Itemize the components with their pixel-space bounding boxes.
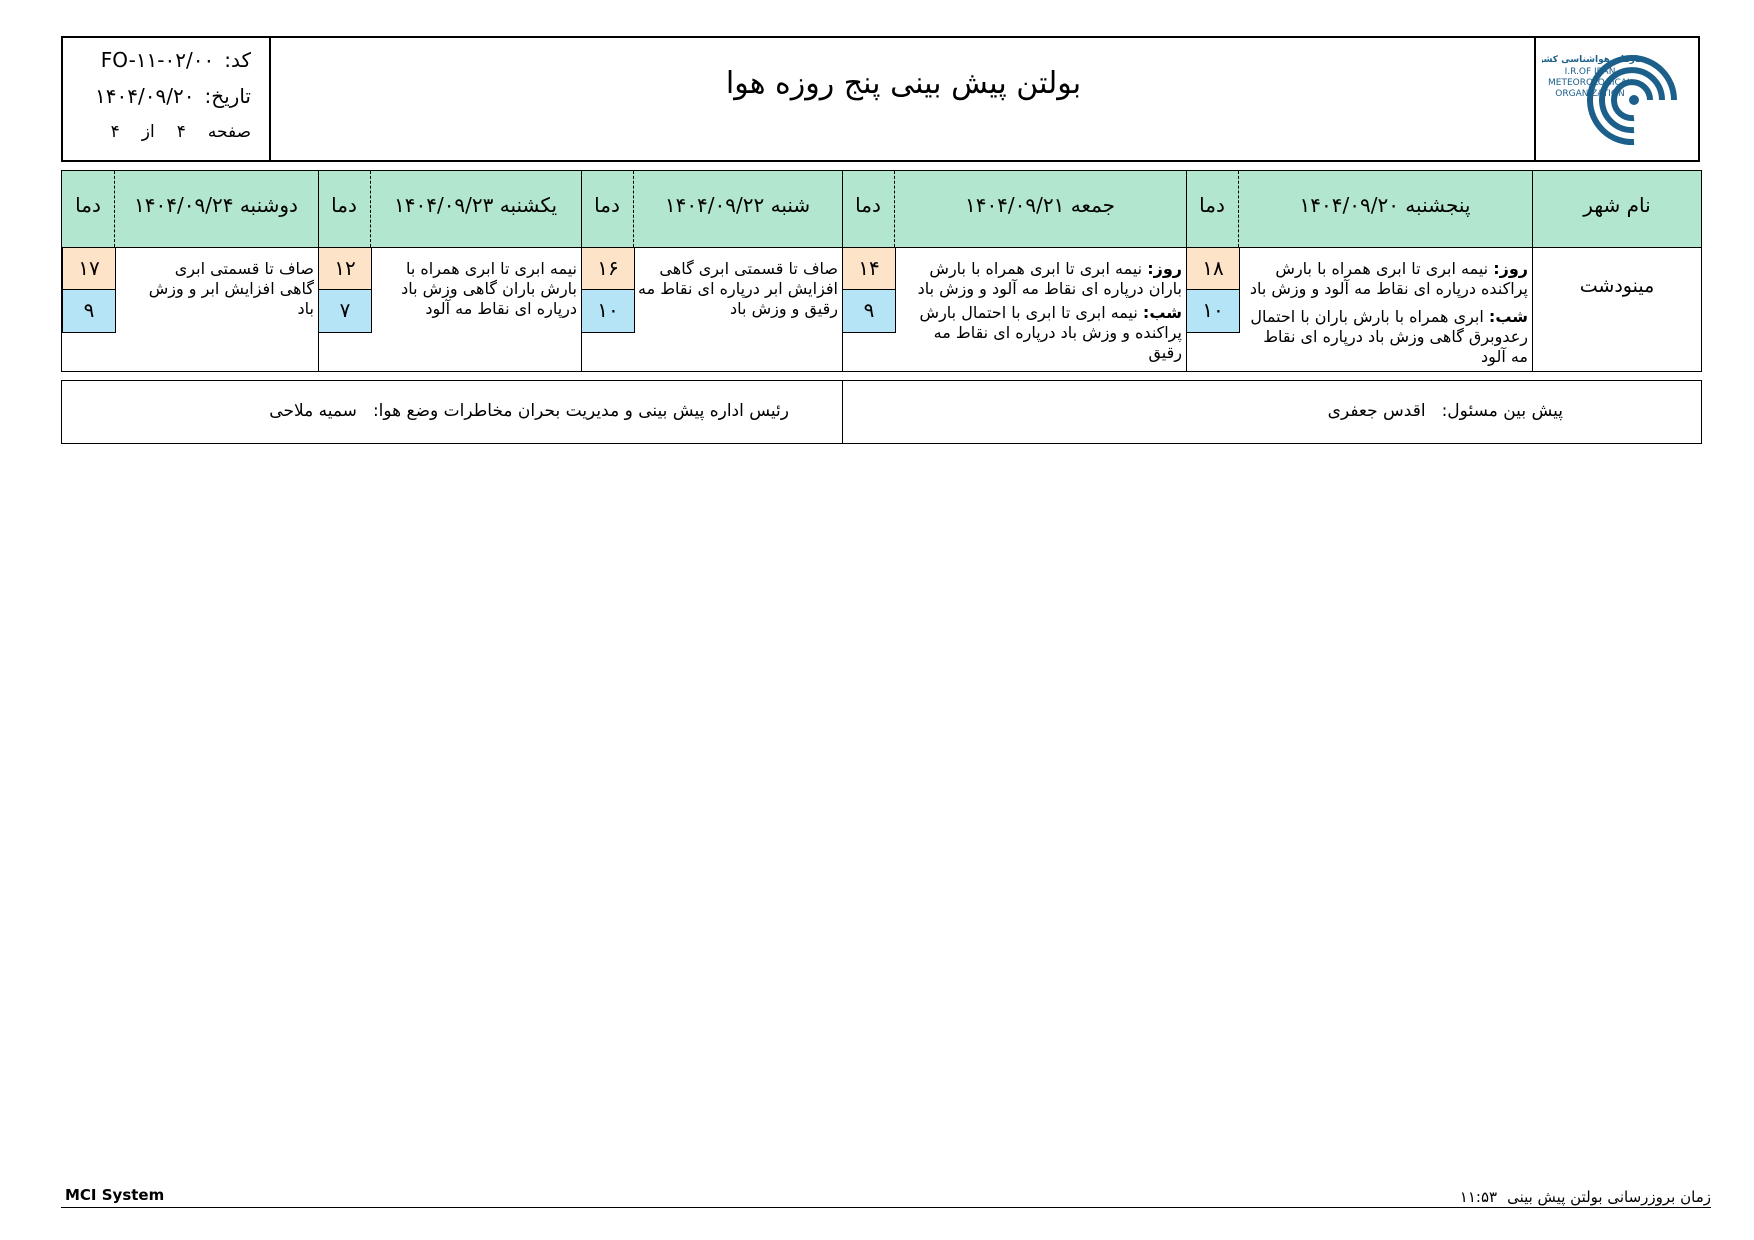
code-value: FO-۱۱-۰۲/۰۰ <box>100 48 215 72</box>
page-label: صفحه <box>207 122 251 142</box>
night-label: شب: <box>1142 303 1182 322</box>
header-divider <box>1534 38 1536 160</box>
forecaster-name: اقدس جعفری <box>1327 401 1426 421</box>
page-row <box>71 122 251 142</box>
code-row <box>71 48 251 72</box>
update-time: ۱۱:۵۳ <box>1459 1188 1498 1206</box>
date-label: تاریخ: <box>204 84 251 108</box>
page-total: ۴ <box>110 122 120 142</box>
forecaster-label: پیش بین مسئول: <box>1441 401 1563 421</box>
max-temp: ۱۷ <box>62 247 116 291</box>
date-row <box>71 84 251 108</box>
header-divider <box>269 38 271 160</box>
min-temp: ۷ <box>318 289 372 333</box>
logo-org-en-2: METEOROLOGICAL <box>1548 78 1632 88</box>
head-label: رئیس اداره پیش بینی و مدیریت بحران مخاطرات وضع هوا: <box>372 401 789 421</box>
city-header: نام شهر <box>1583 193 1651 217</box>
day-header: دوشنبه ۱۴۰۴/۰۹/۲۴ <box>134 193 298 217</box>
head-name: سمیه ملاحی <box>269 401 357 421</box>
temp-header: دما <box>855 193 881 217</box>
day-forecast-text: نیمه ابری تا ابری همراه با بارش پراکنده درپاره ای نقاط مه آلود و وزش باد <box>1249 259 1528 298</box>
night-label: شب: <box>1488 307 1528 326</box>
max-temp: ۱۴ <box>842 247 896 291</box>
page-of: از <box>141 122 155 142</box>
city-name: مینودشت <box>1579 275 1655 297</box>
min-temp: ۹ <box>842 289 896 333</box>
max-temp: ۱۸ <box>1186 247 1240 291</box>
min-temp: ۱۰ <box>581 289 635 333</box>
day-header: شنبه ۱۴۰۴/۰۹/۲۲ <box>664 193 811 217</box>
forecast-day-description <box>1242 259 1528 299</box>
signature-divider <box>842 381 843 443</box>
page-title: بولتن پیش بینی پنج روزه هوا <box>725 66 1082 101</box>
footer-divider <box>61 1207 1711 1208</box>
page-current: ۴ <box>176 122 186 142</box>
signature-box <box>61 380 1702 444</box>
night-forecast-text: ابری همراه با بارش باران با احتمال رعدوبرق گاهی وزش باد درپاره ای نقاط مه آلود <box>1250 307 1528 366</box>
forecast-day-description <box>898 259 1182 299</box>
forecast-night-description <box>1242 307 1528 367</box>
logo-org-fa: سازمان هواشناسی کشور <box>1542 55 1648 65</box>
code-label: کد: <box>224 48 251 72</box>
forecast-description: صاف تا قسمتی ابری گاهی افزایش ابر و وزش باد <box>148 259 314 318</box>
meteorological-spiral-logo-icon <box>1542 44 1692 156</box>
system-name: MCI System <box>65 1186 165 1204</box>
max-temp: ۱۶ <box>581 247 635 291</box>
forecast-description: صاف تا قسمتی ابری گاهی افزایش ابر درپاره ای نقاط مه رقیق و وزش باد <box>638 259 838 318</box>
min-temp: ۱۰ <box>1186 289 1240 333</box>
forecast-night-description <box>898 303 1182 363</box>
day-header: جمعه ۱۴۰۴/۰۹/۲۱ <box>964 193 1116 217</box>
organization-logo <box>1542 44 1692 156</box>
night-forecast-text: نیمه ابری تا ابری با احتمال بارش پراکنده و وزش باد درپاره ای نقاط مه رقیق <box>919 303 1182 362</box>
update-time-info <box>1460 1188 1711 1206</box>
head-signature <box>269 401 789 421</box>
day-header: پنجشنبه ۱۴۰۴/۰۹/۲۰ <box>1299 193 1471 217</box>
temp-header: دما <box>1199 193 1225 217</box>
forecaster-signature <box>1328 401 1563 421</box>
day-label: روز: <box>1493 259 1528 278</box>
date-value: ۱۴۰۴/۰۹/۲۰ <box>95 84 195 108</box>
temp-header: دما <box>331 193 357 217</box>
min-temp: ۹ <box>62 289 116 333</box>
max-temp: ۱۲ <box>318 247 372 291</box>
document-meta <box>71 44 251 156</box>
day-forecast-text: نیمه ابری تا ابری همراه با بارش باران درپاره ای نقاط مه آلود و وزش باد <box>917 259 1182 298</box>
logo-org-en-1: I.R.OF IRAN <box>1564 67 1616 77</box>
temp-header: دما <box>594 193 620 217</box>
temp-header: دما <box>75 193 101 217</box>
update-label: زمان بروزرسانی بولتن پیش بینی <box>1507 1188 1711 1206</box>
day-header: یکشنبه ۱۴۰۴/۰۹/۲۳ <box>393 193 558 217</box>
day-label: روز: <box>1147 259 1182 278</box>
bulletin-header <box>61 36 1700 162</box>
forecast-description: نیمه ابری تا ابری همراه با بارش باران گاهی وزش باد درپاره ای نقاط مه آلود <box>401 259 577 318</box>
forecast-table <box>61 170 1702 372</box>
logo-org-en-3: ORGANIZATION <box>1555 89 1625 99</box>
